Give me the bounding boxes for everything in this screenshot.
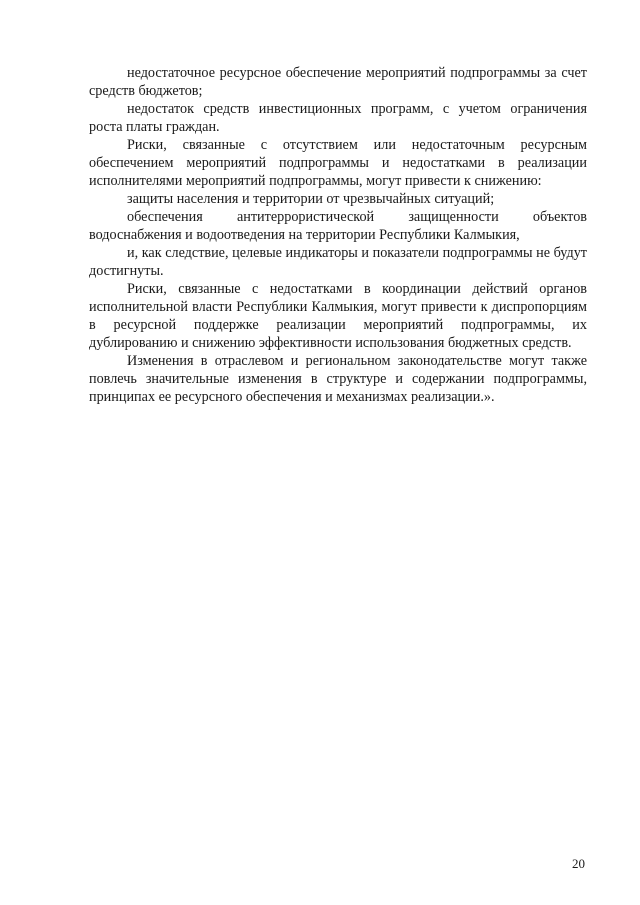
- paragraph-4: защиты населения и территории от чрезвычайных ситуаций;: [127, 191, 495, 207]
- paragraph-6: и, как следствие, целевые индикаторы и показатели подпрограммы не будут достигнуты.: [89, 245, 587, 279]
- page-number: 20: [572, 856, 585, 871]
- paragraph-2: недостаток средств инвестиционных программ, с учетом ограничения роста платы граждан.: [89, 101, 587, 135]
- paragraph-8: Изменения в отраслевом и региональном законодательстве могут также повлечь значительные изменения в структуре и содержании подпрограммы, принципах ее ресурсного обеспечения и механизмах реализации.».: [89, 353, 587, 405]
- paragraph-5: обеспечения антитеррористической защищенности объектов водоснабжения и водоотведения на территории Республики Калмыкия,: [89, 209, 587, 243]
- document-body: [89, 64, 587, 406]
- paragraph-1: недостаточное ресурсное обеспечение мероприятий подпрограммы за счет средств бюджетов;: [89, 65, 587, 99]
- paragraph-7: Риски, связанные с недостатками в координации действий органов исполнительной власти Республики Калмыкия, могут привести к диспропорциям в ресурсной поддержке реализации мероприятий подпрограммы, их дублированию и снижению эффективности использования бюджетных средств.: [89, 281, 587, 351]
- paragraph-3: Риски, связанные с отсутствием или недостаточным ресурсным обеспечением мероприятий подпрограммы и недостатками в реализации исполнителями мероприятий подпрограммы, могут привести к снижению:: [89, 137, 587, 189]
